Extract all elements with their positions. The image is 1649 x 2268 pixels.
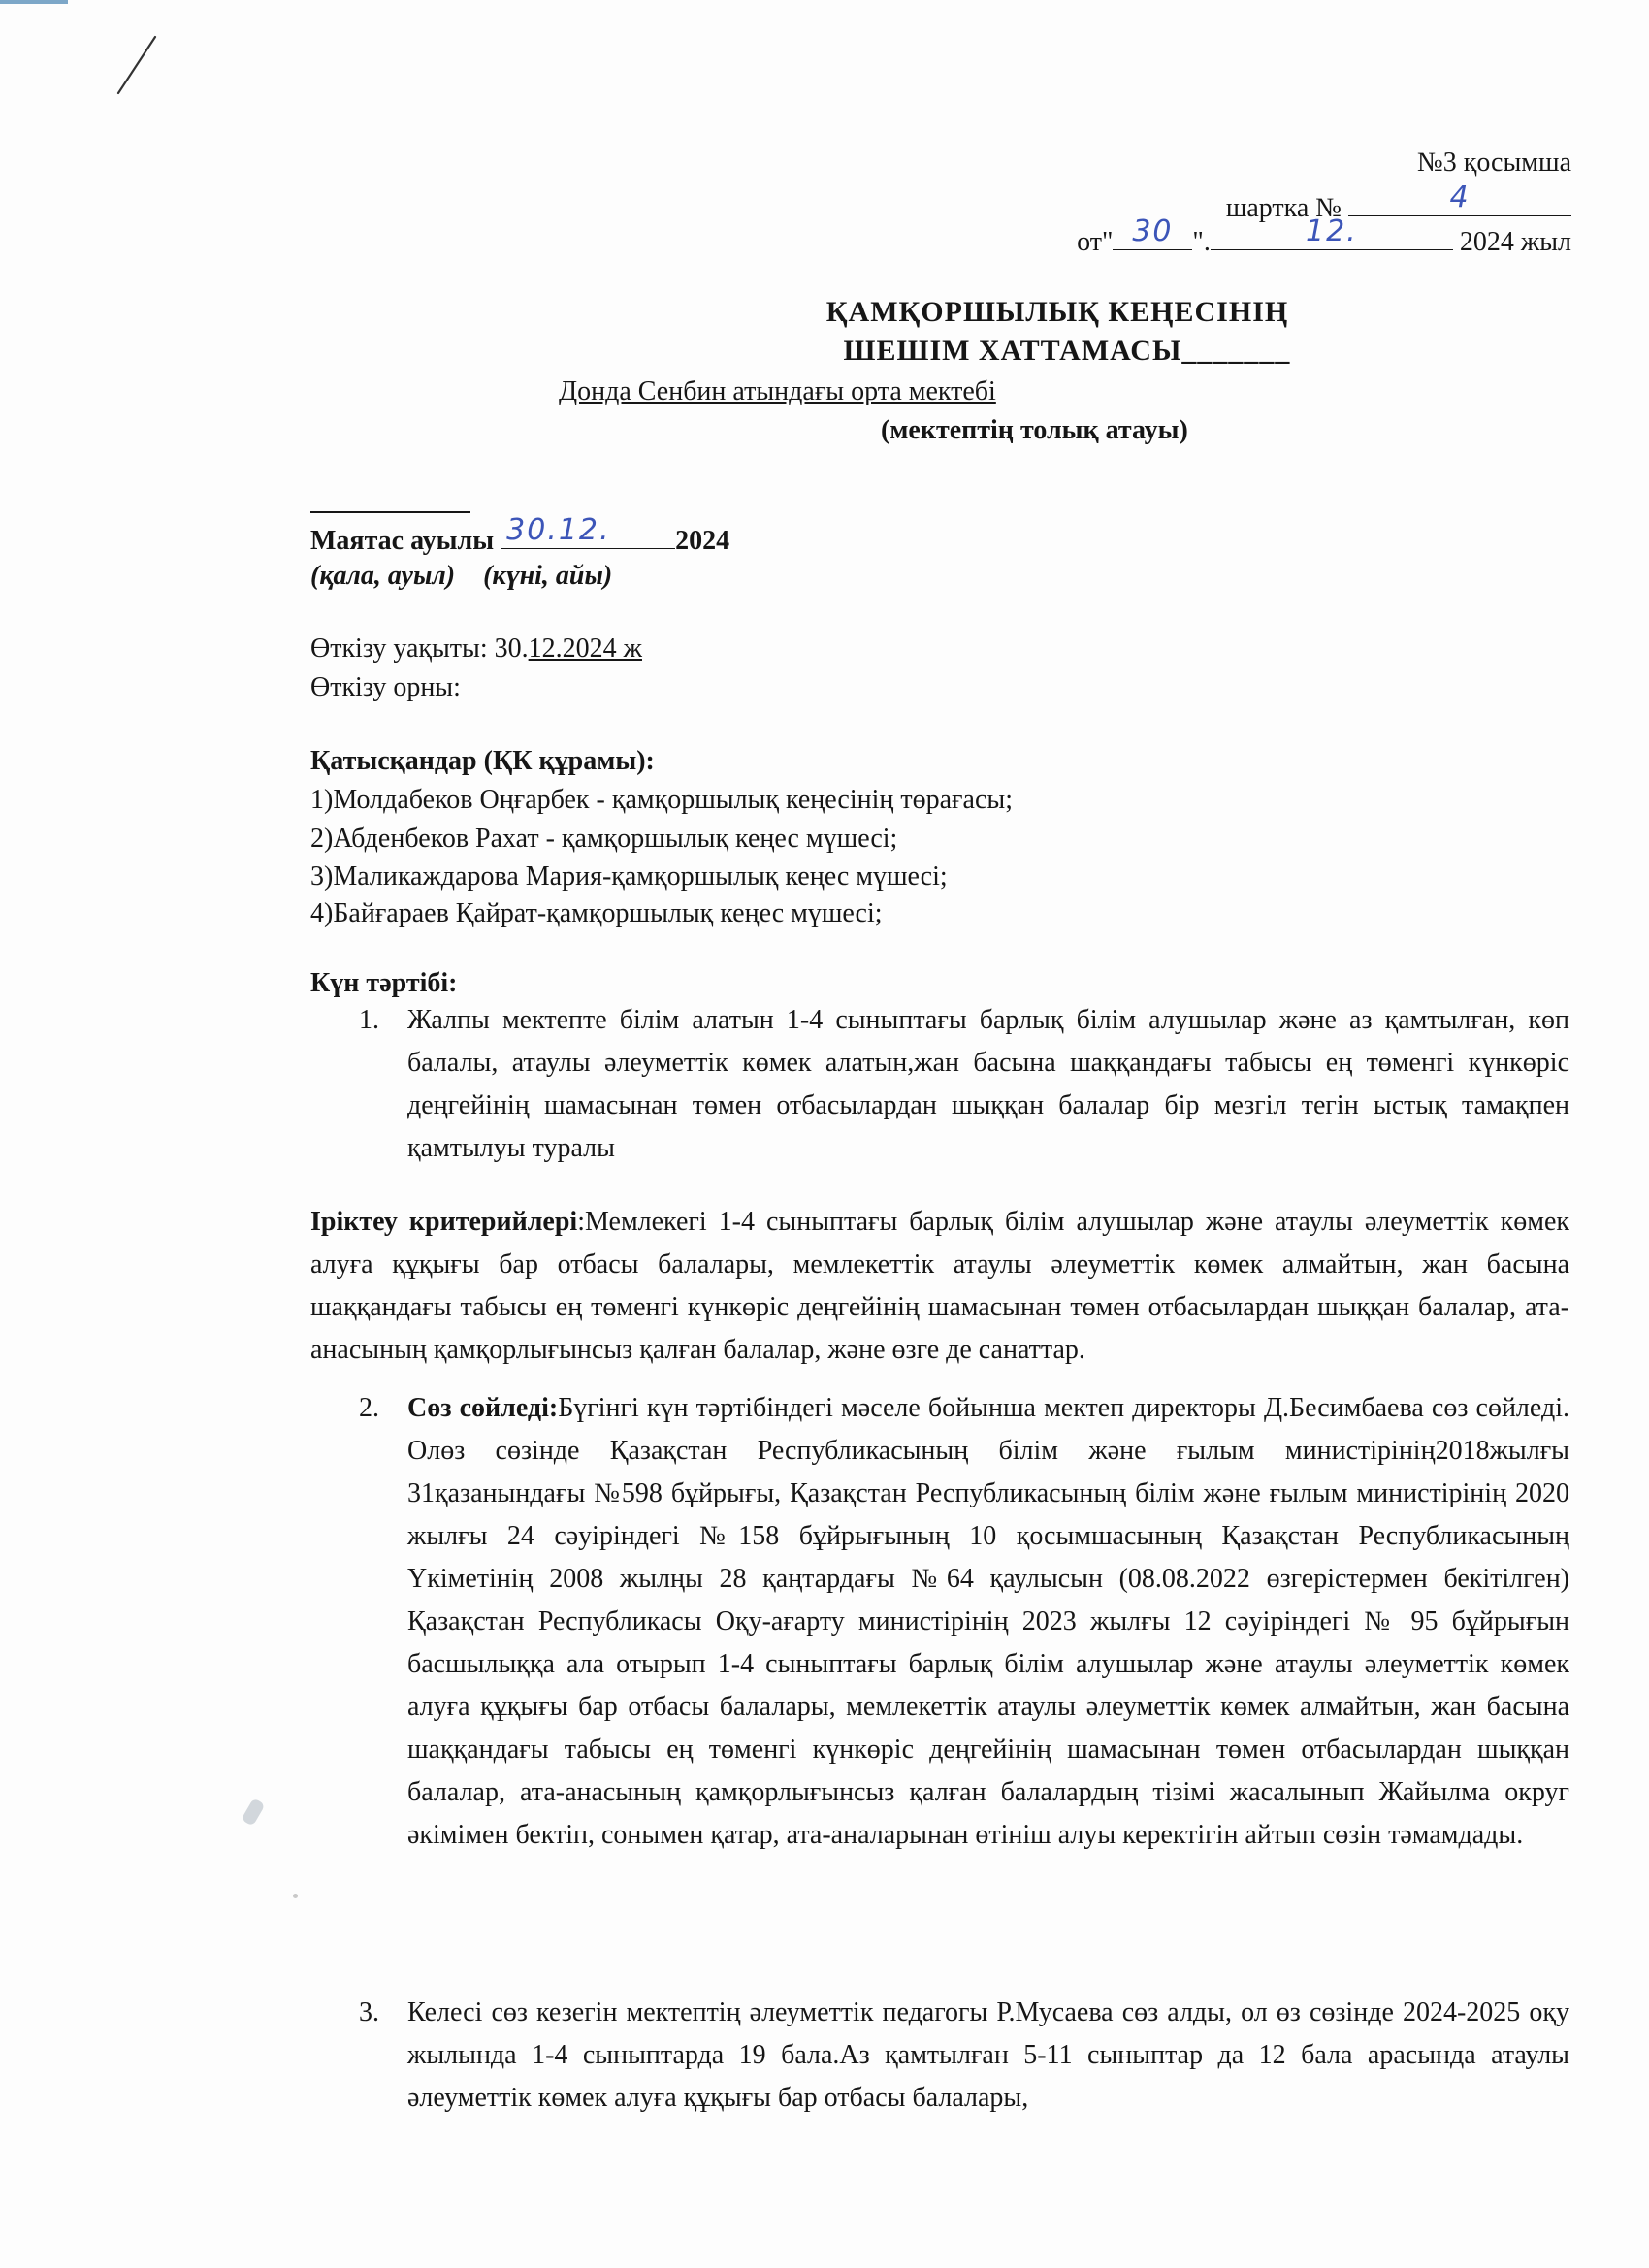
school-name-caption: (мектептің толық атауы) <box>881 415 1188 445</box>
signature-rule <box>310 511 470 513</box>
item3-number: 3. <box>359 1997 379 2027</box>
caption-date: (күні, айы) <box>483 561 613 591</box>
date-separator: ". <box>1192 227 1211 257</box>
meeting-time-value: 12.2024 ж <box>528 633 642 664</box>
participant-item: 4)Байғараев Қайрат-қамқоршылық кеңес мүшесі; <box>310 898 883 928</box>
school-name: Донда Сенбин атындағы орта мектебі <box>559 376 996 406</box>
contract-number-handwritten: 4 <box>1449 180 1471 214</box>
document-title-line2: ШЕШІМ ХАТТАМАСЫ_______ <box>843 335 1291 367</box>
village-name: Маятас ауылы <box>310 526 495 556</box>
participant-item: 1)Молдабеков Оңғарбек - қамқоршылық кеңесінің төрағасы; <box>310 785 1013 815</box>
item2-text: Бүгінгі күн тәртібіндегі мәселе бойынша мектеп директоры Д.Бесимбаева сөз сөйледі. Олөз сөзінде Қазақстан Республикасының білім және ғылым министірінің2018жылғы 31қазанындағы №598 бұйрығы, Қазақстан Республикасының білім және ғылым министірінің 2020 жылғы 24 сәуіріндегі №158 бұйрығының 10 қосымшасының Қазақстан Республикасының Үкіметінің 2008 жылңы 28 қаңтардағы №64 қаулысын (08.08.2022 өзгерістермен бекітілген) Қазақстан Республикасы Оқу-ағарту министірінің 2023 жылғы 12 сәуіріндегі № 95 бұйрығын басшылыққа ала отырып 1-4 сыныптағы барлық білім алушылар және атаулы әлеуметтік көмек алуға құқығы бар отбасы балалары, мемлекеттік атаулы әлеуметтік көмек алмайтын, жан басына шаққандағы табысы ең төменгі күнкөріс деңгейінің шамасынан төмен отбасылардан шыққан балалар, ата-анасының қамқорлығынсыз қалған балалардың тізімі жасалынып Жайылма округ әкімімен бектіп, сонымен қатар, ата-аналарынан өтініш алуы керектігін айтып сөзін тәмамдады. <box>407 1393 1569 1850</box>
contract-date-line <box>1077 214 1571 262</box>
participant-item: 3)Маликаждарова Мария-қамқоршылық кеңес мүшесі; <box>310 861 948 891</box>
date-year: 2024 жыл <box>1459 227 1571 257</box>
criteria-text: :Мемлекегі 1-4 сыныптағы барлық білім алушылар және атаулы әлеуметтік көмек алуға құқығы бар отбасы балалары, мемлекеттік атаулы әлеуметтік көмек алмайтын, жан басына шаққандағы табысы ең төменгі күнкөріс деңгейінің шамасынан төмен отбасылардан шыққан балалар, ата-анасының қамқорлығынсыз қалған балалар, және өзге де санаттар. <box>310 1207 1569 1365</box>
meeting-place: Өткізу орны: <box>310 672 461 702</box>
date-day-handwritten: 30 <box>1132 214 1174 248</box>
date-prefix: от" <box>1077 227 1114 257</box>
appendix-label: №3 қосымша <box>1417 147 1571 178</box>
date-month-handwritten: 12. <box>1306 214 1358 248</box>
place-date-line <box>310 513 730 561</box>
item2-paragraph <box>407 1387 1569 1857</box>
scan-smudge <box>241 1798 265 1827</box>
place-year: 2024 <box>675 526 730 556</box>
place-date-captions <box>310 557 612 596</box>
document-title-line1: ҚАМҚОРШЫЛЫҚ КЕҢЕСІНІҢ <box>825 296 1289 328</box>
pen-stroke-mark <box>107 29 165 102</box>
item2-number: 2. <box>359 1393 379 1423</box>
criteria-label: Іріктеу критерийлері <box>310 1207 578 1237</box>
place-date-blank <box>501 513 675 549</box>
date-day-blank <box>1113 214 1192 250</box>
scan-speck <box>293 1894 298 1898</box>
caption-place: (қала, ауыл) <box>310 561 456 591</box>
participants-heading: Қатысқандар (ҚК құрамы): <box>310 746 655 776</box>
item2-label: Сөз сөйледі: <box>407 1393 559 1423</box>
agenda-item-number: 1. <box>359 1005 379 1035</box>
meeting-time <box>310 630 642 668</box>
scan-edge-mark <box>0 0 68 4</box>
contract-label: шартка № <box>1225 193 1342 223</box>
meeting-time-label: Өткізу уақыты: 30. <box>310 633 529 664</box>
agenda-item-text: Жалпы мектепте білім алатын 1-4 сыныптағы барлық білім алушылар және аз қамтылған, көп балалы, атаулы әлеуметтік көмек алатын,жан басына шаққандағы табысы ең төменгі күнкөріс деңгейінің шамасынан төмен отбасылардан шыққан балалар бір мезгіл тегін ыстық тамақпен қамтылуы туралы <box>407 1005 1569 1163</box>
date-month-blank <box>1211 214 1453 250</box>
selection-criteria <box>310 1201 1569 1372</box>
place-date-handwritten: 30.12. <box>506 513 611 547</box>
participant-item: 2)Абденбеков Рахат - қамқоршылық кеңес мүшесі; <box>310 824 898 854</box>
agenda-heading: Күн тәртібі: <box>310 968 458 998</box>
item3-text: Келесі сөз кезегін мектептің әлеуметтік педагогы Р.Мусаева сөз алды, ол өз сөзінде 2024-2025 оқу жылында 1-4 сыныптарда 19 бала.Аз қамтылған 5-11 сыныптар да 12 бала арасында атаулы әлеуметтік көмек алуға құқығы бар отбасы балалары, <box>407 1997 1569 2113</box>
